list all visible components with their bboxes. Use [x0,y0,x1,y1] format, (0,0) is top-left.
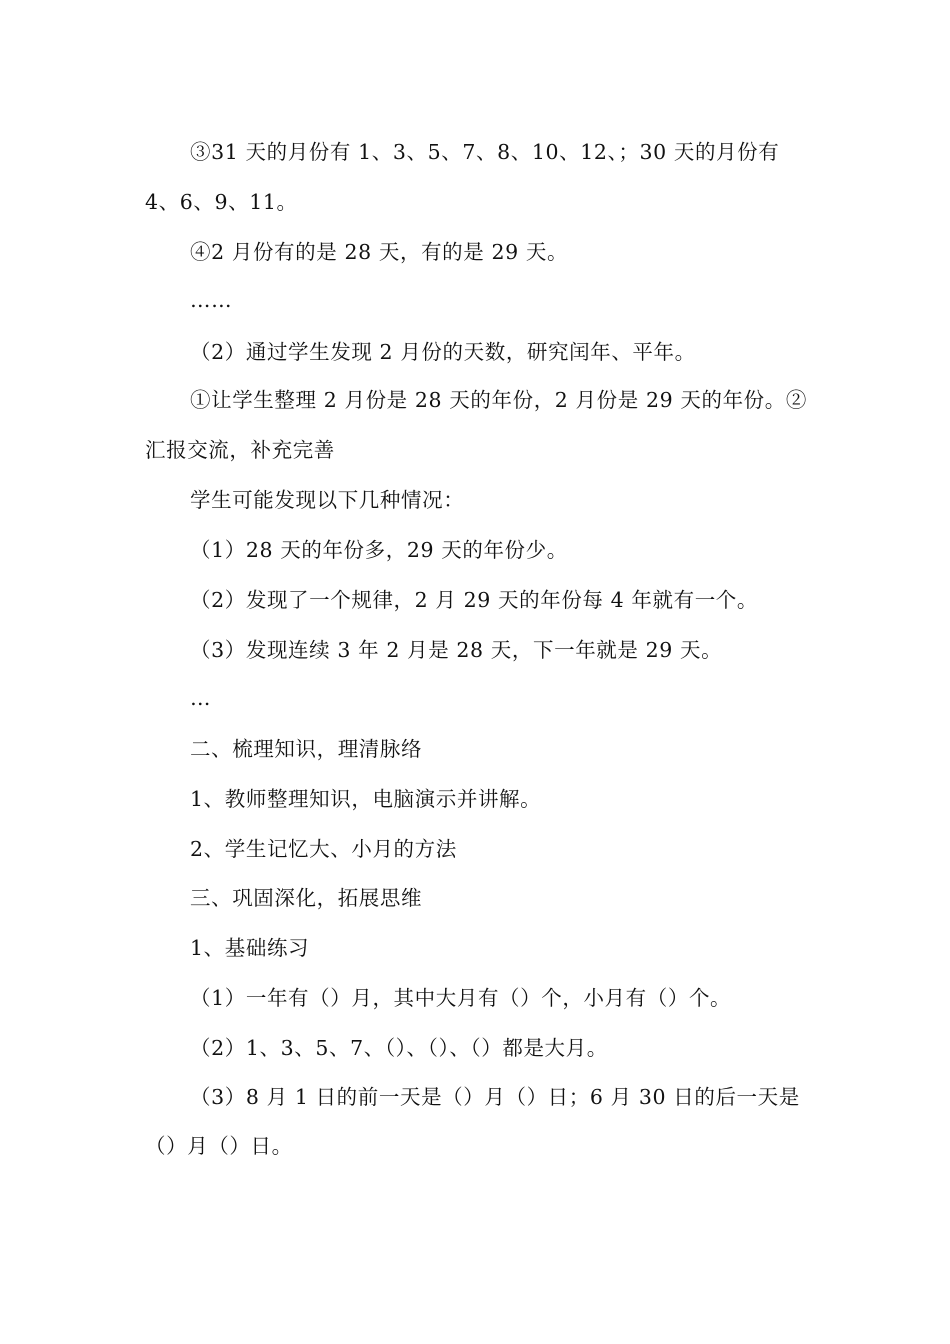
section-heading: 三、巩固深化，拓展思维 [190,886,423,910]
text-line: （3）发现连续 3 年 2 月是 28 天，下一年就是 29 天。 [190,638,723,662]
text-line: （2）通过学生发现 2 月份的天数，研究闰年、平年。 [190,340,696,364]
text-line: （2）发现了一个规律，2 月 29 天的年份每 4 年就有一个。 [190,588,758,612]
text-line: ③31 天的月份有 1、3、5、7、8、10、12、；30 天的月份有 [190,140,780,164]
text-line: 2、学生记忆大、小月的方法 [190,837,457,861]
text-line: （3）8 月 1 日的前一天是（）月（）日；6 月 30 日的后一天是 [190,1085,800,1109]
text-line: 学生可能发现以下几种情况： [190,488,465,512]
text-line: （1）28 天的年份多，29 天的年份少。 [190,538,568,562]
text-line: 1、教师整理知识，电脑演示并讲解。 [190,787,542,811]
text-line: 1、基础练习 [190,936,310,960]
text-line: ①让学生整理 2 月份是 28 天的年份，2 月份是 29 天的年份。② [190,388,807,412]
text-line: …… [190,288,233,312]
section-heading: 二、梳理知识，理清脉络 [190,737,423,761]
text-line: 汇报交流，补充完善 [145,438,335,462]
text-line: 4、6、9、11。 [145,190,298,214]
text-line: ④2 月份有的是 28 天，有的是 29 天。 [190,240,569,264]
text-line: （2）1、3、5、7、（）、（）、（）都是大月。 [190,1036,608,1060]
text-line: … [190,686,212,710]
text-line: （）月（）日。 [145,1134,293,1158]
text-line: （1）一年有（）月，其中大月有（）个，小月有（）个。 [190,986,732,1010]
